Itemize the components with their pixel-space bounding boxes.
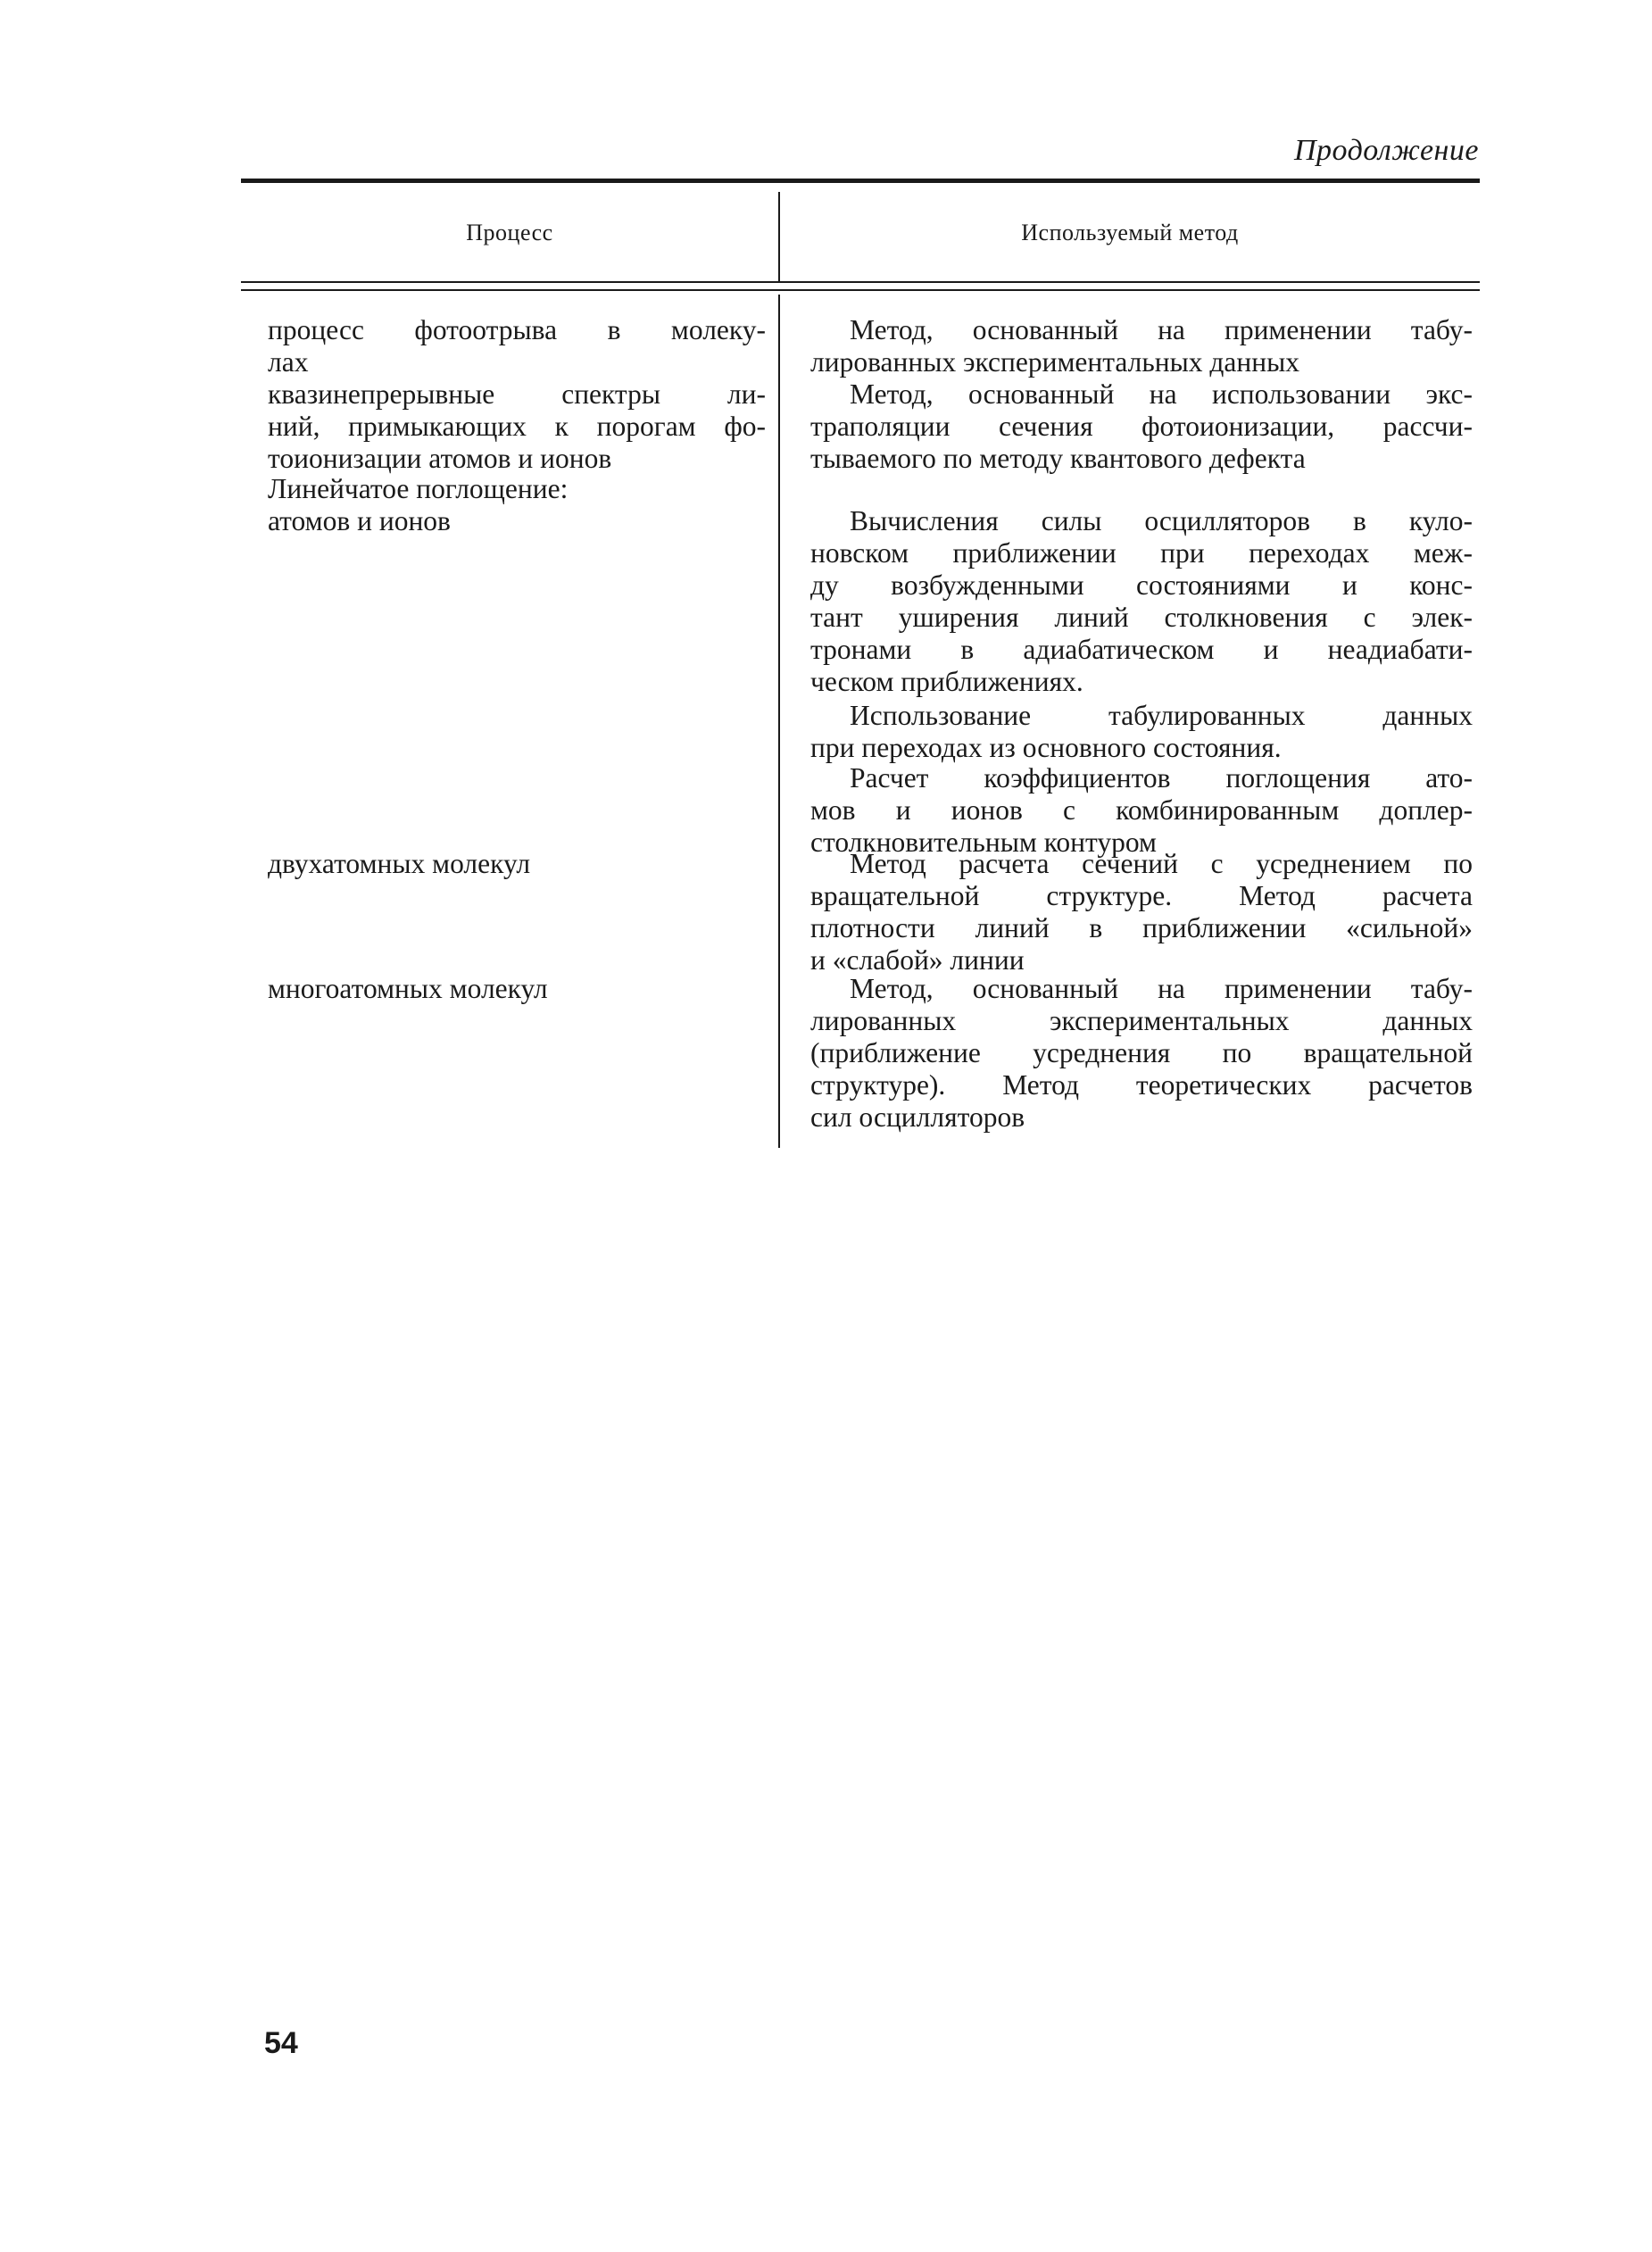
method-line: вращательной структуре. Метод расчета <box>810 880 1473 911</box>
process-line: лах <box>268 346 309 378</box>
process-line: квазинепрерывные спектры ли- <box>268 378 766 410</box>
method-line: Метод, основанный на использовании экс- <box>850 378 1473 410</box>
process-cell-quasicontinuum <box>268 378 766 475</box>
method-cell-rotational <box>810 848 1473 976</box>
method-line: (приближение усреднения по вращательной <box>810 1037 1473 1068</box>
method-line: Метод, основанный на применении табу- <box>850 314 1473 345</box>
process-line: процесс фотоотрыва в молеку- <box>268 314 766 345</box>
method-cell-extrapolation <box>810 378 1473 475</box>
method-line: лированных экспериментальных данных <box>810 346 1300 378</box>
process-line: многоатомных молекул <box>268 973 548 1004</box>
method-line: ду возбужденными состояниями и конс- <box>810 569 1473 601</box>
process-line: Линейчатое поглощение: <box>268 473 569 504</box>
process-cell-diatomic <box>268 848 766 880</box>
method-line: мов и ионов с комбинированным доплер- <box>810 794 1473 826</box>
process-cell-atoms-ions <box>268 505 766 537</box>
header-bottom-rule-double <box>241 289 1480 291</box>
process-line: двухатомных молекул <box>268 848 531 879</box>
header-bottom-rule <box>241 281 1480 283</box>
table-top-rule <box>241 179 1480 183</box>
method-line: сил осцилляторов <box>810 1101 1025 1133</box>
continuation-label: Продолжение <box>1293 134 1479 167</box>
method-cell-coulomb <box>810 505 1473 698</box>
process-line: атомов и ионов <box>268 505 451 536</box>
method-line: тываемого по методу квантового дефекта <box>810 443 1306 474</box>
method-line: столкновительным контуром <box>810 827 1157 858</box>
body-column-divider <box>778 295 780 1148</box>
method-cell-polyatomic <box>810 973 1473 1134</box>
method-cell-combined-contour <box>810 762 1473 859</box>
process-cell-polyatomic <box>268 973 766 1005</box>
method-cell-tabulated <box>810 314 1473 378</box>
method-cell-tabulated-ground <box>810 700 1473 764</box>
method-line: плотности линий в приближении «сильной» <box>810 912 1473 943</box>
column-header-method: Используемый метод <box>1021 220 1239 245</box>
process-cell-line-absorption <box>268 473 766 505</box>
method-line: новском приближении при переходах меж- <box>810 537 1473 569</box>
method-line: тронами в адиабатическом и неадиабати- <box>810 634 1473 665</box>
method-line: Метод расчета сечений с усреднением по <box>850 848 1473 879</box>
page-number: 54 <box>264 2026 298 2060</box>
method-line: при переходах из основного состояния. <box>810 732 1282 763</box>
process-line: тоионизации атомов и ионов <box>268 443 612 474</box>
method-line: и «слабой» линии <box>810 944 1025 976</box>
method-line: тант уширения линий столкновения с элек- <box>810 602 1473 633</box>
process-line: ний, примыкающих к порогам фо- <box>268 411 766 442</box>
process-cell-photodetachment <box>268 314 766 378</box>
method-line: траполяции сечения фотоионизации, рассчи- <box>810 411 1473 442</box>
method-line: структуре). Метод теоретических расчетов <box>810 1069 1473 1101</box>
method-line: Расчет коэффициентов поглощения ато- <box>850 762 1473 794</box>
method-line: ческом приближениях. <box>810 666 1083 697</box>
method-line: Использование табулированных данных <box>850 700 1473 731</box>
method-line: Вычисления силы осцилляторов в куло- <box>850 505 1473 536</box>
method-line: лированных экспериментальных данных <box>810 1005 1473 1036</box>
column-header-process: Процесс <box>466 220 553 245</box>
method-line: Метод, основанный на применении табу- <box>850 973 1473 1004</box>
